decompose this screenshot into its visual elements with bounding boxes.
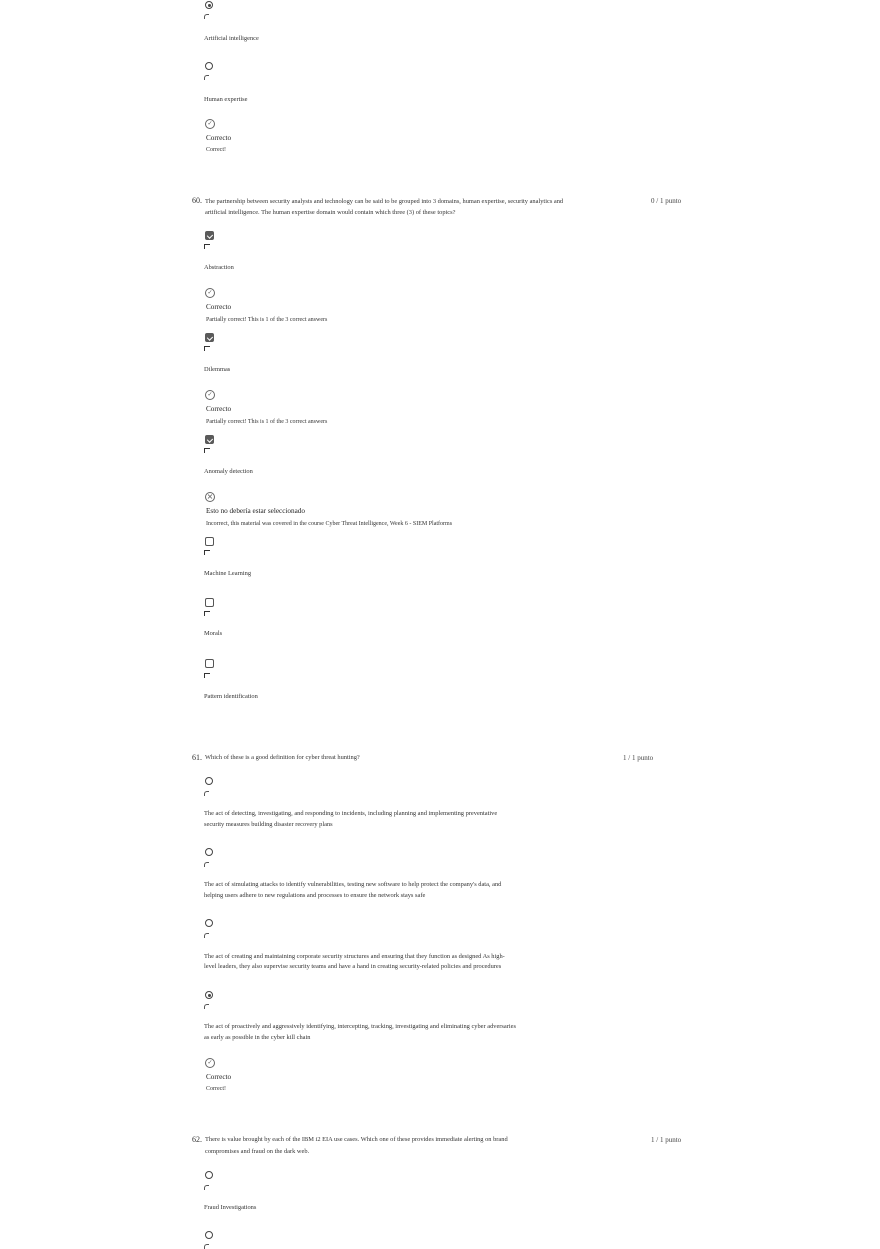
checkbox-native-indicator	[204, 244, 210, 249]
checkbox-native-indicator	[204, 611, 210, 616]
checkbox-checked[interactable]	[205, 435, 214, 444]
feedback-title: Correcto	[206, 405, 232, 413]
checkbox-native-indicator	[204, 346, 210, 351]
question-number: 61.	[192, 753, 202, 762]
question-points: 1 / 1 punto	[651, 1136, 682, 1144]
feedback-text: Incorrect, this material was covered in the course Cyber Threat Intelligence, Week 6 - SIEM Platforms	[206, 521, 453, 527]
feedback-title: Correcto	[206, 1073, 232, 1081]
feedback-title: Correcto	[206, 303, 232, 311]
question-text: The partnership between security analysts and technology can be said to be grouped into 3 domains, human expertise, security analytics and artificial intelligence. The human expertise domain would contain which three (3) of these topics?	[205, 198, 564, 216]
checkbox-checked[interactable]	[205, 231, 214, 240]
feedback-text: Correct!	[206, 147, 226, 153]
question-points: 0 / 1 punto	[651, 197, 682, 205]
radio-selected[interactable]	[205, 991, 213, 999]
x-circle-icon: ×	[206, 492, 214, 501]
option-label-line1: The act of simulating attacks to identify vulnerabilities, testing new software to help protect the company's data, and	[204, 881, 502, 888]
checkbox-checked[interactable]	[205, 333, 214, 342]
radio-unselected[interactable]	[205, 919, 213, 927]
radio-native-indicator	[204, 791, 209, 796]
option-label-line1: The act of proactively and aggressively identifying, intercepting, tracking, investigating and eliminating cyber adversaries	[204, 1023, 516, 1030]
option-label: Machine Learning	[204, 570, 252, 577]
question-number: 62.	[192, 1135, 202, 1144]
radio-unselected[interactable]	[205, 1171, 213, 1179]
option-label-line2: level leaders, they also supervise security teams and have a hand in creating security-related policies and procedures	[204, 963, 502, 970]
radio-native-indicator	[204, 1185, 209, 1190]
checkbox-unchecked[interactable]	[205, 537, 214, 546]
option-label: Fraud Investigations	[204, 1204, 257, 1211]
feedback-text: Partially correct! This is 1 of the 3 correct answers	[206, 419, 328, 425]
check-circle-icon: ✓	[205, 390, 215, 400]
radio-native-indicator	[204, 862, 209, 867]
radio-unselected[interactable]	[205, 777, 213, 785]
feedback-text: Partially correct! This is 1 of the 3 correct answers	[206, 317, 328, 323]
option-label-line1: The act of creating and maintaining corporate security structures and ensuring that they function as designed As high-	[204, 953, 505, 960]
checkbox-unchecked[interactable]	[205, 598, 214, 607]
radio-unselected[interactable]	[205, 1231, 213, 1239]
checkbox-native-indicator	[204, 550, 210, 555]
checkbox-native-indicator	[204, 673, 210, 678]
question-text: Which of these is a good definition for cyber threat hunting?	[205, 754, 360, 761]
radio-native-indicator	[204, 75, 209, 80]
option-label: Morals	[204, 630, 223, 637]
radio-native-indicator	[204, 1004, 209, 1009]
radio-native-indicator	[204, 14, 209, 19]
option-label: Human expertise	[204, 96, 248, 103]
option-label: Anomaly detection	[204, 468, 253, 475]
feedback-title: Esto no debería estar seleccionado	[206, 507, 305, 515]
feedback-text: Correct!	[206, 1086, 226, 1092]
option-label: Abstraction	[204, 264, 234, 271]
radio-unselected[interactable]	[205, 62, 213, 70]
feedback-title: Correcto	[206, 134, 232, 142]
option-label: Pattern identification	[204, 693, 258, 700]
radio-native-indicator	[204, 933, 209, 938]
checkbox-unchecked[interactable]	[205, 659, 214, 668]
option-label-line2: as early as possible in the cyber kill chain	[204, 1034, 311, 1041]
radio-unselected[interactable]	[205, 848, 213, 856]
option-label: Artificial intelligence	[204, 35, 259, 42]
check-circle-icon: ✓	[205, 119, 215, 129]
radio-selected[interactable]	[205, 1, 213, 9]
question-text-line2: compromises and fraud on the dark web.	[205, 1148, 310, 1155]
check-circle-icon: ✓	[205, 1058, 215, 1068]
option-label: Dilemmas	[204, 366, 231, 373]
option-label-line2: helping users adhere to new regulations and processes to ensure the network stays safe	[204, 892, 426, 899]
checkbox-native-indicator	[204, 448, 210, 453]
question-number: 60.	[192, 196, 202, 205]
check-circle-icon: ✓	[205, 288, 215, 298]
option-label-line2: security measures building disaster recovery plans	[204, 821, 333, 828]
option-label-line1: The act of detecting, investigating, and responding to incidents, including planning and implementing preventative	[204, 810, 498, 817]
question-points: 1 / 1 punto	[623, 754, 654, 762]
question-text-line1: There is value brought by each of the IBM i2 EIA use cases. Which one of these provides immediate alerting on brand	[205, 1136, 508, 1143]
